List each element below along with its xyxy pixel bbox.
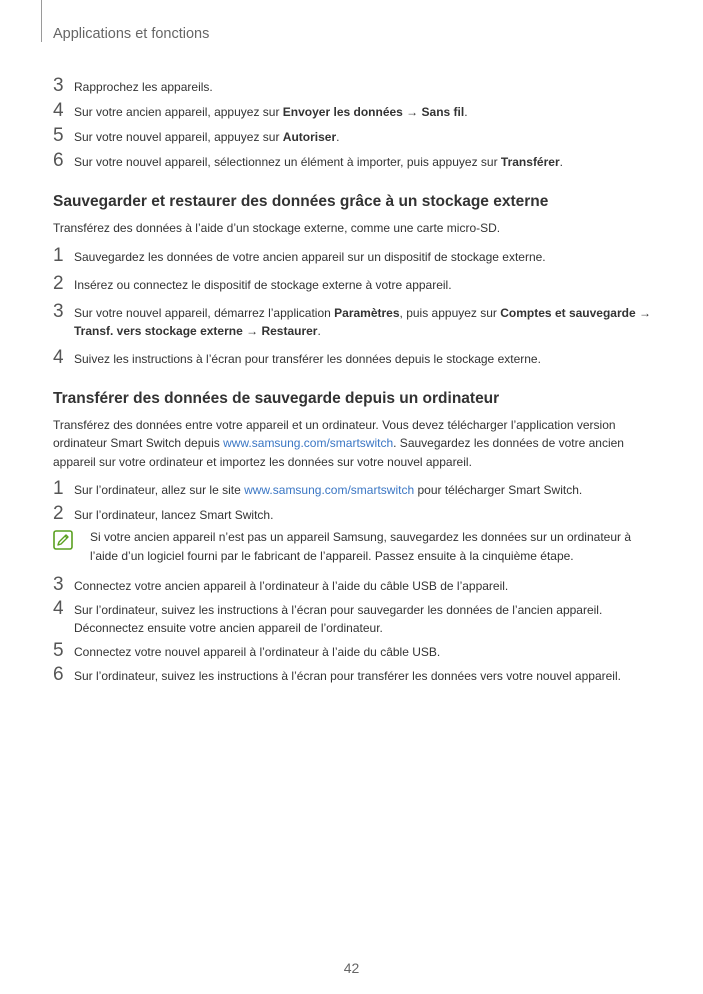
step-item	[53, 300, 653, 340]
step-text: Transférez des données entre votre appareil et un ordinateur. Vous devez télécharger l’application version ordinateur Smart Switch depuis	[53, 417, 616, 450]
step-number: 6	[53, 150, 64, 171]
step-item	[53, 598, 653, 637]
step-body	[74, 601, 653, 637]
step-text: Sur votre nouvel appareil, démarrez l’application	[74, 305, 335, 320]
step-text: Sur l’ordinateur, suivez les instructions à l’écran pour transférer les données vers votre nouvel appareil.	[74, 669, 621, 683]
step-item	[53, 664, 653, 685]
step-number: 5	[53, 125, 64, 146]
step-number: 1	[53, 244, 64, 266]
step-body	[74, 506, 653, 524]
step-number: 3	[53, 300, 64, 322]
step-item	[53, 100, 653, 121]
section1-steps	[53, 75, 653, 171]
step-item	[53, 75, 653, 96]
note-text: Si votre ancien appareil n’est pas un appareil Samsung, sauvegardez les données sur un ordinateur à l’aide d’un logiciel fourni par le fabricant de l’appareil. Passez ensuite à la cinquième étape.	[90, 530, 632, 563]
step-text: Connectez votre ancien appareil à l’ordinateur à l’aide du câble USB de l’appareil.	[74, 579, 509, 593]
section-heading-external-storage: Sauvegarder et restaurer des données grâce à un stockage externe	[53, 193, 549, 210]
step-body	[74, 78, 653, 96]
step-body	[74, 248, 653, 266]
step-item	[53, 346, 653, 368]
step-text: .	[559, 155, 563, 169]
header-rule	[41, 0, 42, 42]
step-text: Sur votre nouvel appareil, appuyez sur	[74, 130, 283, 144]
page-number: 42	[343, 960, 360, 976]
step-body	[74, 481, 653, 499]
step-text: Connectez votre nouvel appareil à l’ordinateur à l’aide du câble USB.	[74, 645, 441, 659]
step-body	[74, 577, 653, 595]
step-text: Sur l’ordinateur, lancez Smart Switch.	[74, 508, 274, 522]
step-item	[53, 478, 653, 499]
step-body	[74, 103, 653, 121]
step-number: 1	[53, 478, 64, 499]
section-heading-computer: Transférer des données de sauvegarde depuis un ordinateur	[53, 389, 500, 407]
ui-term: Transférer	[500, 155, 560, 169]
ui-term: Autoriser	[282, 130, 337, 144]
section-intro-computer	[53, 416, 653, 472]
ui-term: Transf. vers stockage externe	[74, 323, 243, 338]
step-body	[74, 153, 653, 171]
ui-term: Paramètres	[334, 305, 400, 320]
section2-steps	[53, 244, 653, 368]
ui-term: Restaurer	[261, 323, 318, 338]
ui-term: Sans fil	[421, 105, 465, 119]
website-link[interactable]: www.samsung.com/smartswitch	[223, 436, 394, 450]
note-box	[53, 528, 653, 565]
step-item	[53, 125, 653, 146]
step-number: 6	[53, 664, 64, 685]
step-body	[74, 128, 653, 146]
step-text: Rapprochez les appareils.	[74, 80, 213, 94]
page-content	[53, 75, 653, 685]
step-body	[74, 304, 653, 340]
pencil-note-icon	[53, 530, 73, 550]
step-body	[74, 643, 653, 661]
step-item	[53, 640, 653, 661]
step-text: Insérez ou connectez le dispositif de stockage externe à votre appareil.	[74, 277, 452, 292]
website-link[interactable]: www.samsung.com/smartswitch	[244, 483, 415, 497]
step-body	[74, 350, 653, 368]
step-item	[53, 272, 653, 294]
step-item	[53, 574, 653, 595]
step-body	[74, 276, 653, 294]
step-item	[53, 150, 653, 171]
step-text: , puis appuyez sur	[399, 305, 501, 320]
step-text: →	[635, 305, 651, 320]
step-item	[53, 244, 653, 266]
step-number: 3	[53, 75, 64, 96]
step-text: .	[464, 105, 468, 119]
step-text: Sauvegardez les données de votre ancien appareil sur un dispositif de stockage externe.	[74, 249, 546, 264]
section3-steps-b	[53, 574, 653, 685]
step-number: 4	[53, 598, 64, 619]
step-number: 4	[53, 100, 64, 121]
step-text: pour télécharger Smart Switch.	[414, 483, 583, 497]
step-item	[53, 503, 653, 524]
step-number: 5	[53, 640, 64, 661]
step-number: 2	[53, 503, 64, 524]
step-body	[74, 667, 653, 685]
step-text: . Sauvegardez les données de votre ancien appareil sur votre ordinateur et importez les données sur votre nouvel appareil.	[53, 436, 624, 469]
step-text: Sur l’ordinateur, suivez les instructions à l’écran pour sauvegarder les données de l’ancien appareil. Déconnectez ensuite votre ancien appareil de l’ordinateur.	[74, 603, 603, 635]
step-number: 2	[53, 272, 64, 294]
step-text: Suivez les instructions à l’écran pour transférer les données depuis le stockage externe.	[74, 351, 541, 366]
step-text: →	[242, 323, 262, 338]
step-text: .	[336, 130, 340, 144]
ui-term: Envoyer les données	[282, 105, 403, 119]
ui-term: Comptes et sauvegarde	[500, 305, 636, 320]
step-number: 4	[53, 346, 64, 368]
step-text: →	[402, 105, 422, 119]
section-intro-external-storage: Transférez des données à l’aide d’un stockage externe, comme une carte micro-SD.	[53, 221, 501, 235]
step-text: .	[317, 323, 321, 338]
step-text: Sur votre nouvel appareil, sélectionnez un élément à importer, puis appuyez sur	[74, 155, 501, 169]
page-header-title: Applications et fonctions	[53, 26, 210, 42]
step-text: Sur l’ordinateur, allez sur le site	[74, 483, 245, 497]
section3-steps-a	[53, 478, 653, 524]
step-number: 3	[53, 574, 64, 595]
step-text: Sur votre ancien appareil, appuyez sur	[74, 105, 283, 119]
